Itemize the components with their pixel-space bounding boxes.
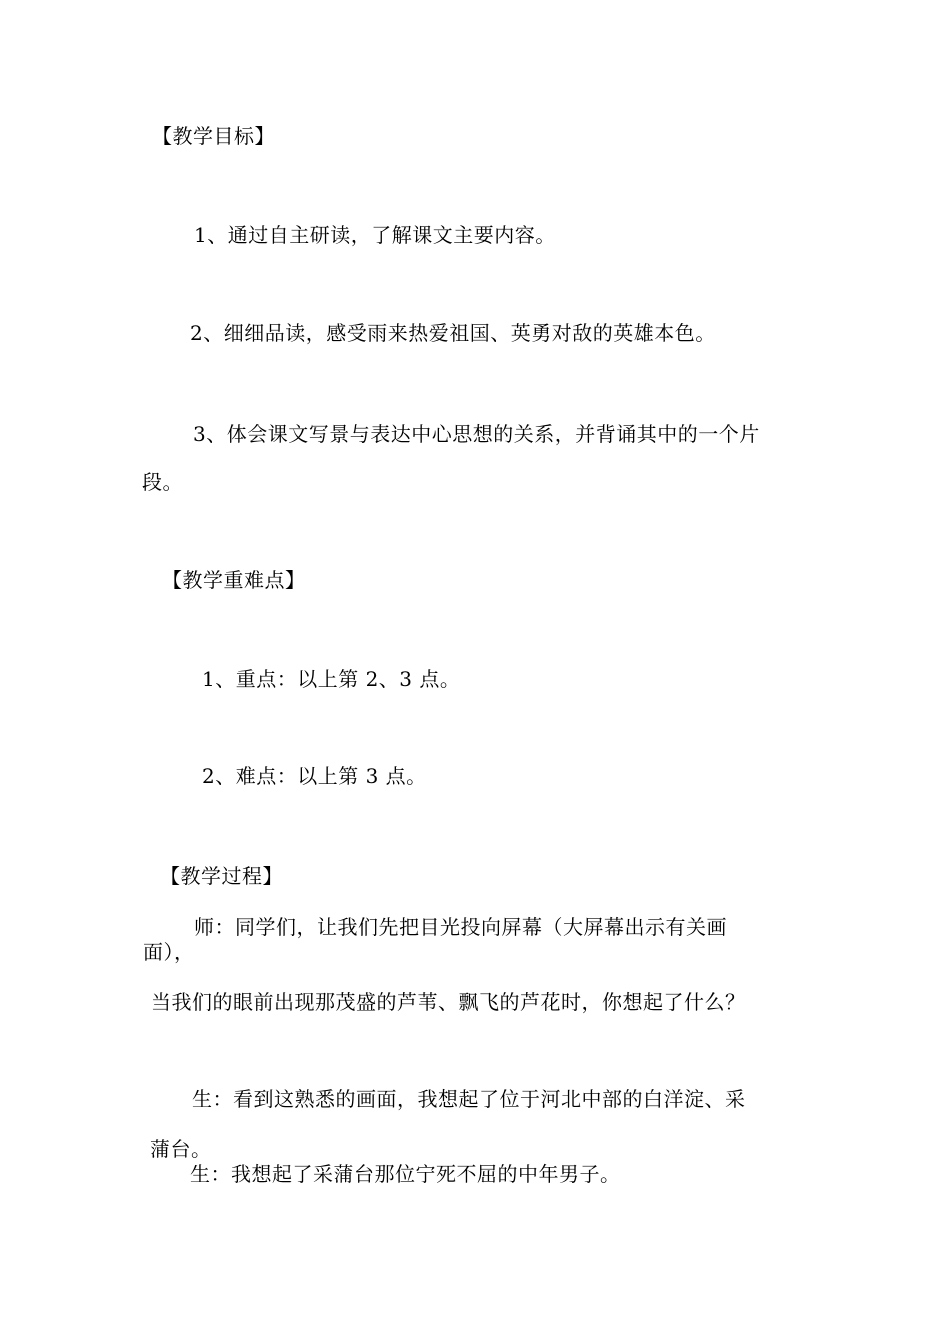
process-student-answer-1: 生：看到这熟悉的画面，我想起了位于河北中部的白洋淀、采 <box>192 1087 746 1111</box>
objective-item-2: 2、细细品读，感受雨来热爱祖国、英勇对敌的英雄本色。 <box>190 321 716 345</box>
process-teacher-line: 师：同学们，让我们先把目光投向屏幕（大屏幕出示有关画 <box>194 915 727 939</box>
process-heading: 【教学过程】 <box>160 864 283 888</box>
process-teacher-question: 当我们的眼前出现那茂盛的芦苇、飘飞的芦花时，你想起了什么？ <box>151 990 746 1014</box>
objectives-heading: 【教学目标】 <box>152 124 275 148</box>
objective-item-1: 1、通过自主研读，了解课文主要内容。 <box>194 223 556 247</box>
objective-item-3-continued: 段。 <box>142 470 183 494</box>
process-teacher-line-continued: 面）， <box>143 940 195 964</box>
process-student-answer-2: 生：我想起了采蒲台那位宁死不屈的中年男子。 <box>190 1162 621 1186</box>
key-points-heading: 【教学重难点】 <box>162 568 306 592</box>
objective-item-3: 3、体会课文写景与表达中心思想的关系，并背诵其中的一个片 <box>193 422 760 446</box>
key-point-item-2: 2、难点：以上第 3 点。 <box>202 764 427 788</box>
process-student-answer-1-continued: 蒲台。 <box>150 1137 212 1161</box>
key-point-item-1: 1、重点：以上第 2、3 点。 <box>202 667 461 691</box>
